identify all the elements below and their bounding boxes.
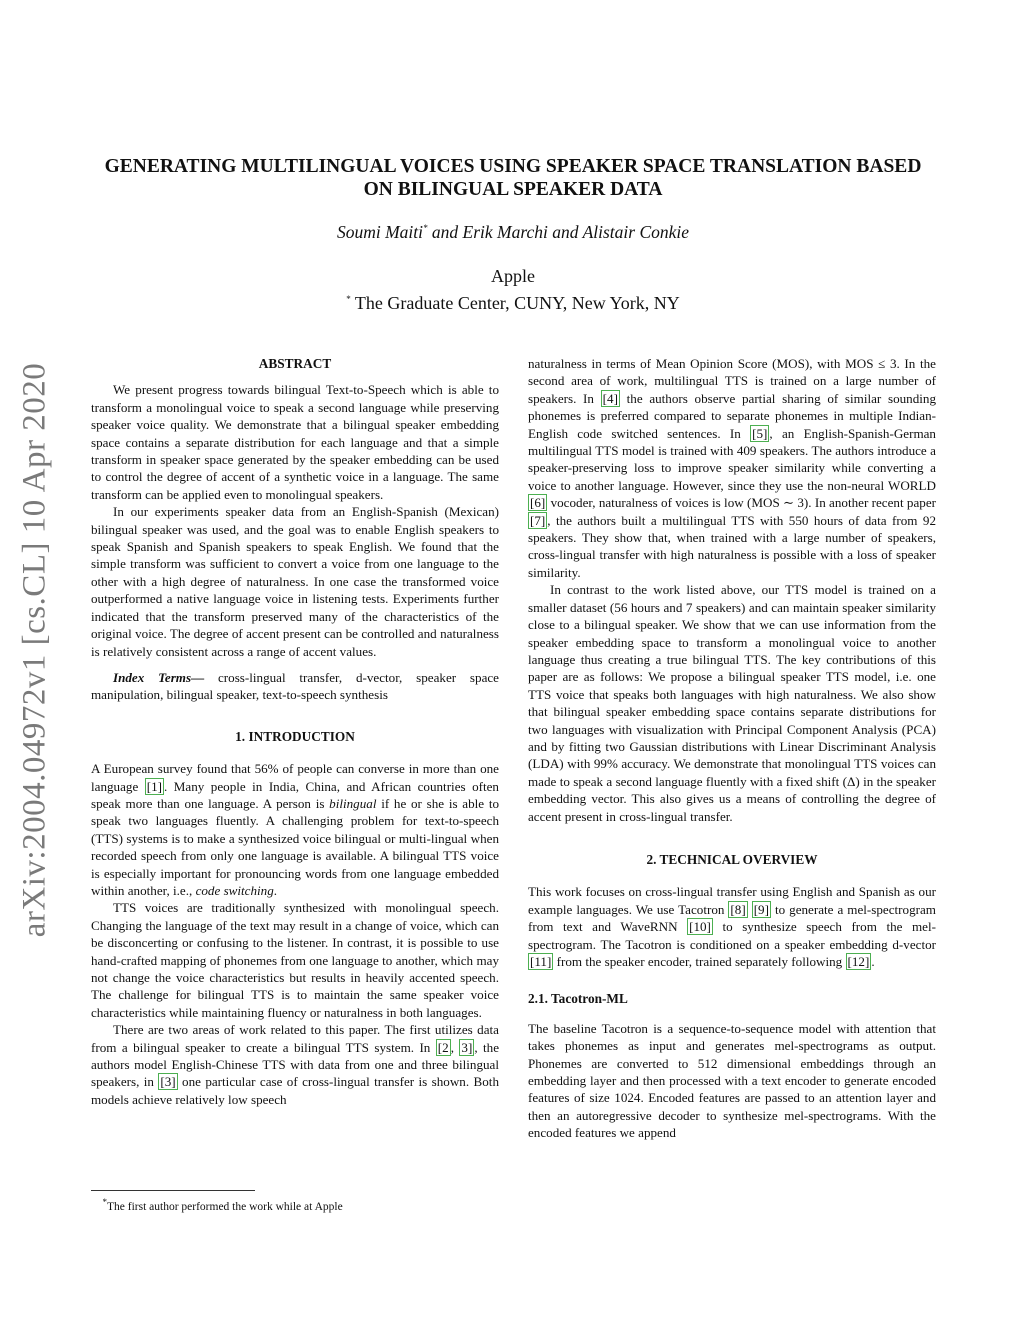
left-column: [91, 355, 499, 1108]
footnote: *The first author performed the work while at Apple: [102, 1197, 343, 1213]
citation-link[interactable]: [9]: [753, 901, 769, 917]
paper-title: GENERATING MULTILINGUAL VOICES USING SPEAKER SPACE TRANSLATION BASED ON BILINGUAL SPEAKER DATA: [104, 156, 922, 200]
index-terms: Index Terms— cross-lingual transfer, d-vector, speaker space manipulation, bilingual speaker, text-to-speech synthesis: [91, 669, 499, 703]
citation-link[interactable]: [1]: [146, 778, 163, 794]
citation-link[interactable]: [2: [437, 1039, 449, 1055]
citation-link[interactable]: 3]: [461, 1039, 473, 1055]
citation-link[interactable]: [5]: [752, 425, 768, 441]
section-paragraph: The baseline Tacotron is a sequence-to-sequence model with attention that takes phonemes as input and generates mel-spectrograms as output. Phonemes are converted to 512 dimensional embeddings through an embedding layer and then processed with a text encoder to generate encoded features of size 1024. Encoded features are passed to an attention layer and then an autoregressive decoder to synthesize mel-spectrograms. With the encoded features we append: [528, 1020, 936, 1141]
citation-link[interactable]: [11]: [530, 954, 552, 969]
intro-paragraph: There are two areas of work related to this paper. The first utilizes data from a bilingual speaker to create a bilingual TTS system. In [2 , 3] , the authors model English-Chinese TTS with data from one and three bilingual speakers, in [3] one particular case of cross-lingual transfer is shown. Both models achieve relatively low speech: [91, 1022, 500, 1107]
citation-link[interactable]: [7]: [530, 512, 546, 528]
citation-link[interactable]: [3]: [160, 1074, 176, 1090]
author-list: Soumi Maiti* and Erik Marchi and Alistair Conkie: [336, 222, 690, 242]
intro-paragraph: A European survey found that 56% of people can converse in more than one language [1] . Many people in India, China, and African countries often speak more than one language. A person is bilingual if he or she is able to speak two languages fluently. A challenging problem for text-to-speech (TTS) systems is to make a synthesized voice bilingual or multi-lingual when recorded speech from only one language is available. A bilingual TTS voice is especially important for pronouncing words from one language embedded within another, i.e., code switching.: [91, 761, 499, 898]
citation-link[interactable]: [12]: [847, 954, 870, 969]
citation-link[interactable]: [8]: [730, 901, 746, 917]
citation-link[interactable]: [4]: [602, 390, 618, 406]
arxiv-stamp: [0, 350, 70, 950]
subsection-heading: 2.1. Tacotron-ML: [528, 991, 628, 1007]
intro-paragraph: naturalness in terms of Mean Opinion Score (MOS), with MOS ≤ 3. In the second area of work, multilingual TTS is trained on a large number of speakers. In [4] the authors observe partial sharing of similar sounding phonemes is preferred compared to separate phonemes in multiple Indian-English code switched sentences. In [5] , an English-Spanish-German multilingual TTS model is trained with 409 speakers. The authors introduce a speaker-preserving loss to improve speaker similarity while converting a voice to another language. However, since they use the non-neural WORLD [6] vocoder, naturalness of voices is low (MOS ∼ 3). In another recent paper [7] , the authors built a multilingual TTS with 550 hours of data from 92 speakers. They show that, when trained with a large number of speakers, cross-lingual transfer with high naturalness is possible with a loss of speaker similarity.: [528, 356, 937, 580]
citation-link[interactable]: [6]: [530, 495, 546, 511]
intro-paragraph: In contrast to the work listed above, our TTS model is trained on a smaller dataset (56 hours and 7 speakers) and can maintain speaker similarity close to a bilingual speaker. We show that we can use information from the speaker embedding space to transform a monolingual voice to another language thus creating a true bilingual TTS. The key contributions of this paper are as follows: We propose a bilingual speaker TTS model, i.e. one TTS voice that speaks both languages with high naturalness. We also show that bilingual speaker embedding space contains separate distributions for two languages with visualization with Principal Component Analysis (PCA) and by fitting two Gaussian distributions with Linear Discriminant Analysis (LDA) with 99% accuracy. We demonstrate that monolingual TTS voices can made to speak a second language fluently with a fixed shift (Δ) in the speaker embedding vector. This also gives us a means of controlling the degree of accent present in cross-lingual transfer.: [528, 582, 936, 824]
abstract-paragraph: In our experiments speaker data from an English-Spanish (Mexican) bilingual speaker was used, and the goal was to enable English speakers to speak Spanish and Spanish speakers to speak English. We found that the simple transform was sufficient to convert a voice from one language to the other with a high degree of naturalness. In one case the transformed voice outperformed a native language voice in listening tests. Experiments further indicated that the transform preserved many of the characteristics of the original voice. The degree of accent present can be controlled and naturalness is relatively consistent across a range of accent values.: [91, 504, 499, 659]
section-heading: 2. TECHNICAL OVERVIEW: [646, 851, 818, 867]
affiliations: Apple * The Graduate Center, CUNY, New York, NY: [346, 266, 680, 313]
citation-link[interactable]: [10]: [689, 919, 711, 935]
section-paragraph: This work focuses on cross-lingual transfer using English and Spanish as our example languages. We use Tacotron [8] [9] to generate a mel-spectrogram from text and WaveRNN [10] to synthesize speech from the mel-spectrogram. The Tacotron is conditioned on a speaker embedding d-vector [11] from the speaker encoder, trained separately following [12] .: [528, 884, 936, 969]
arxiv-id: arXiv:2004.04972v1 [cs.CL] 10 Apr 2020: [16, 362, 53, 938]
abstract-heading: ABSTRACT: [258, 356, 332, 371]
section-heading: 1. INTRODUCTION: [235, 728, 355, 744]
footnote-rule: [91, 1190, 255, 1191]
abstract-paragraph: We present progress towards bilingual Text-to-Speech which is able to transform a monolingual voice to speak a second language while preserving speaker voice quality. We demonstrate that a bilingual speaker embedding space contains a separate distribution for each language and that a simple transform in speaker space generated by the speaker embedding can be used to control the degree of accent of a synthetic voice in a language. The same transform can be applied even to monolingual speakers.: [91, 382, 499, 502]
intro-paragraph: TTS voices are traditionally synthesized with monolingual speech. Changing the language of the text may result in a change of voice, which can be disconcerting or confusing to the listener. In contrast, it is possible to use hand-crafted mapping of phonemes from one language to another, which may not change the voice characteristics but results in heavily accented speech. The challenge for bilingual TTS is to maintain the same speaker voice characteristics while maintaining fluency or naturalness in both languages.: [91, 900, 499, 1020]
right-column: [528, 355, 936, 1142]
